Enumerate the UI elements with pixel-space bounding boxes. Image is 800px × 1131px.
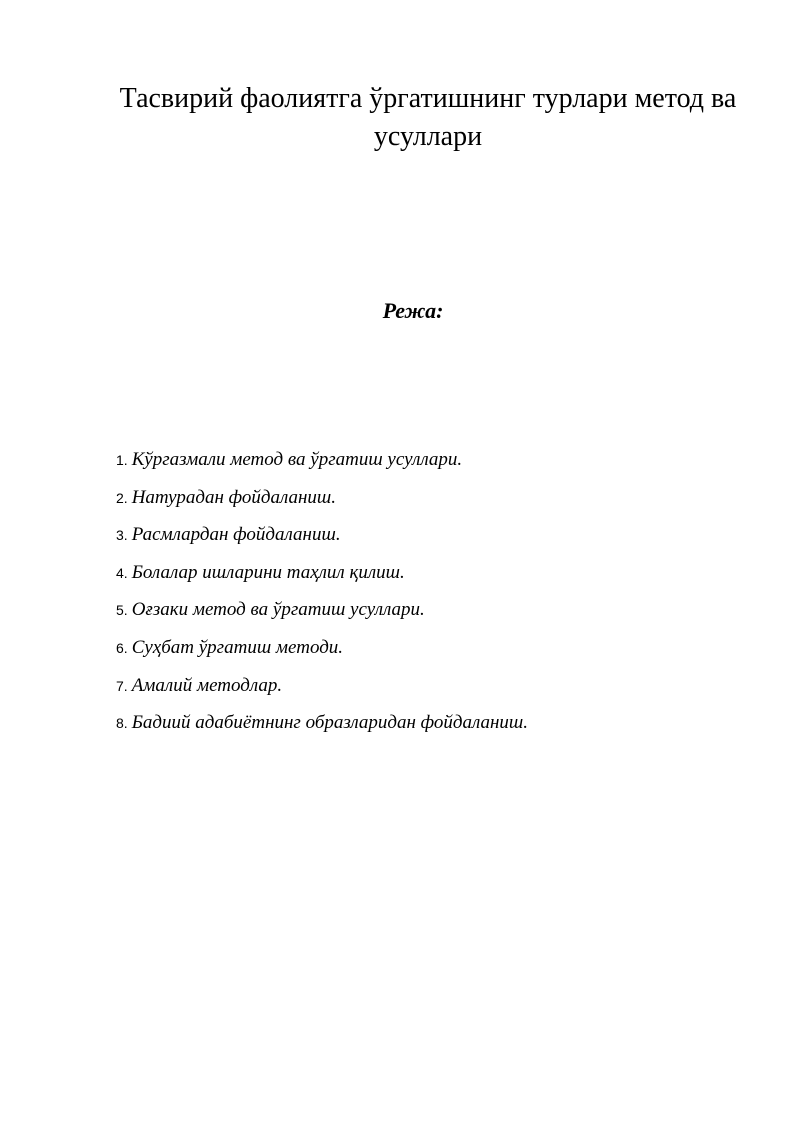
plan-item — [116, 522, 736, 560]
plan-item-text: Суҳбат ўргатиш методи. — [131, 636, 344, 658]
plan-item-number: 4. — [116, 564, 128, 581]
plan-item-text: Кўргазмали метод ва ўргатиш усуллари. — [131, 449, 463, 470]
plan-item-text: Натурадан фойдаланиш. — [131, 486, 337, 508]
plan-item — [116, 673, 736, 711]
plan-item-text: Амалий методлар. — [131, 674, 283, 696]
plan-list — [116, 447, 736, 748]
plan-item-number: 3. — [116, 527, 128, 544]
document-title: Тасвирий фаолиятга ўргатишнинг турлари метод ва усуллари — [119, 83, 737, 152]
plan-item-text: Оғзаки метод ва ўргатиш усуллари. — [131, 599, 425, 621]
plan-item — [116, 635, 736, 673]
plan-item-text: Расмлардан фойдаланиш. — [131, 524, 341, 546]
plan-item — [116, 447, 736, 485]
plan-item — [116, 560, 736, 598]
plan-item-number: 8. — [116, 715, 128, 732]
plan-heading: Режа: — [382, 298, 444, 323]
plan-item-text: Болалар ишларини таҳлил қилиш. — [131, 561, 405, 583]
plan-item-number: 2. — [116, 489, 128, 506]
plan-item-number: 6. — [116, 639, 128, 656]
plan-item-text: Бадиий адабиётнинг образларидан фойдаланиш. — [131, 712, 529, 734]
plan-item-number: 1. — [116, 452, 128, 468]
plan-item — [116, 485, 736, 523]
plan-item — [116, 597, 736, 635]
plan-item — [116, 710, 736, 748]
plan-item-number: 7. — [116, 677, 128, 694]
plan-item-number: 5. — [116, 602, 128, 619]
